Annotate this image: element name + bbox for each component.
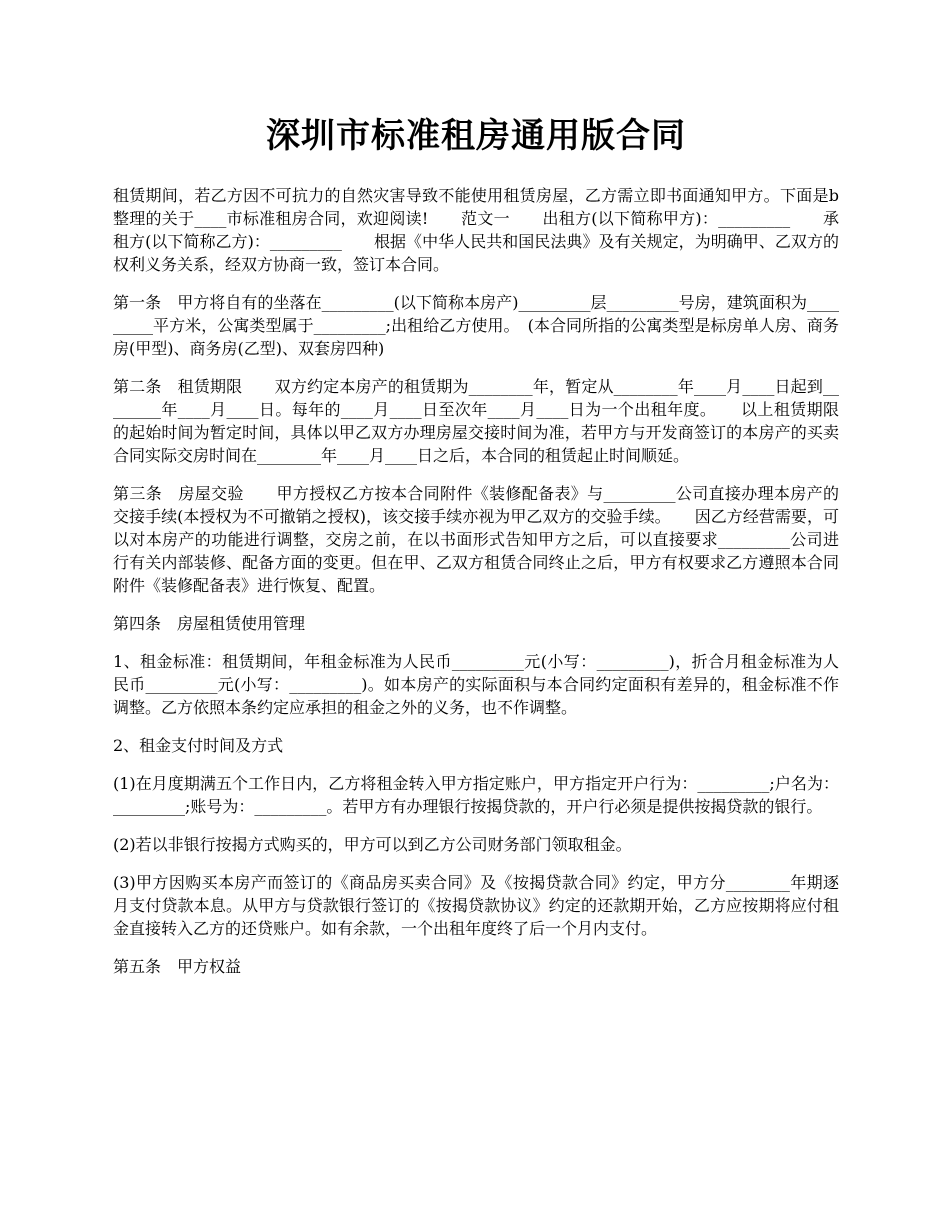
article-3-paragraph: 第三条 房屋交验 甲方授权乙方按本合同附件《装修配备表》与_________公司直接办理本房产的交接手续(本授权为不可撤销之授权)，该交接手续亦视为甲乙双方的交验手续。 因乙方经营需要，可以对本房产的功能进行调整，交房之前，在以书面形式告知甲方之后，可以直接要求_________公司进行有关内部装修、配备方面的变更。但在甲、乙双方租赁合同终止之后，甲方有权要求乙方遵照本合同附件《装修配备表》进行恢复、配置。	[113, 484, 839, 595]
document-title: 深圳市标准租房通用版合同	[266, 116, 686, 156]
article-5-heading: 第五条 甲方权益	[113, 957, 242, 976]
article-4-heading: 第四条 房屋租赁使用管理	[113, 614, 306, 633]
intro-paragraph: 租赁期间，若乙方因不可抗力的自然灾害导致不能使用租赁房屋，乙方需立即书面通知甲方。下面是b整理的关于____市标准租房合同，欢迎阅读! 范文一 出租方(以下简称甲方)：_________ 承租方(以下简称乙方)：_________ 根据《中华人民共和国民法典》及有关规定，为明确甲、乙双方的权利义务关系，经双方协商一致，签订本合同。	[113, 186, 839, 274]
rent-payment-heading: 2、租金支付时间及方式	[113, 736, 284, 755]
article-2-paragraph: 第二条 租赁期限 双方约定本房产的租赁期为________年，暂定从________年____月____日起到________年____月____日。每年的____月____日至次年____月____日为一个出租年度。 以上租赁期限的起始时间为暂定时间，具体以甲乙双方办理房屋交接时间为准，若甲方与开发商签订的本房产的买卖合同实际交房时间在________年____月____日之后，本合同的租赁起止时间顺延。	[113, 377, 839, 465]
payment-clause-1: (1)在月度期满五个工作日内，乙方将租金转入甲方指定账户，甲方指定开户行为：_________;户名为：_________;账号为：_________。若甲方有办理银行按揭贷款的，开户行必须是提供按揭贷款的银行。	[113, 774, 839, 816]
article-1-paragraph: 第一条 甲方将自有的坐落在_________(以下简称本房产)_________层_________号房，建筑面积为_________平方米，公寓类型属于_________;出租给乙方使用。 (本合同所指的公寓类型是标房单人房、商务房(甲型)、商务房(乙型)、双套房四种)	[113, 293, 839, 358]
rent-standard-paragraph: 1、租金标准：租赁期间，年租金标准为人民币_________元(小写：_________)，折合月租金标准为人民币_________元(小写：_________)。如本房产的实际面积与本合同约定面积有差异的，租金标准不作调整。乙方依照本条约定应承担的租金之外的义务，也不作调整。	[113, 652, 839, 717]
payment-clause-2: (2)若以非银行按揭方式购买的，甲方可以到乙方公司财务部门领取租金。	[113, 835, 632, 854]
document-page	[113, 0, 839, 993]
document-body	[113, 184, 839, 978]
payment-clause-3: (3)甲方因购买本房产而签订的《商品房买卖合同》及《按揭贷款合同》约定，甲方分________年期逐月支付贷款本息。从甲方与贷款银行签订的《按揭贷款协议》约定的还款期开始，乙方应按期将应付租金直接转入乙方的还贷账户。如有余款，一个出租年度终了后一个月内支付。	[113, 873, 839, 938]
